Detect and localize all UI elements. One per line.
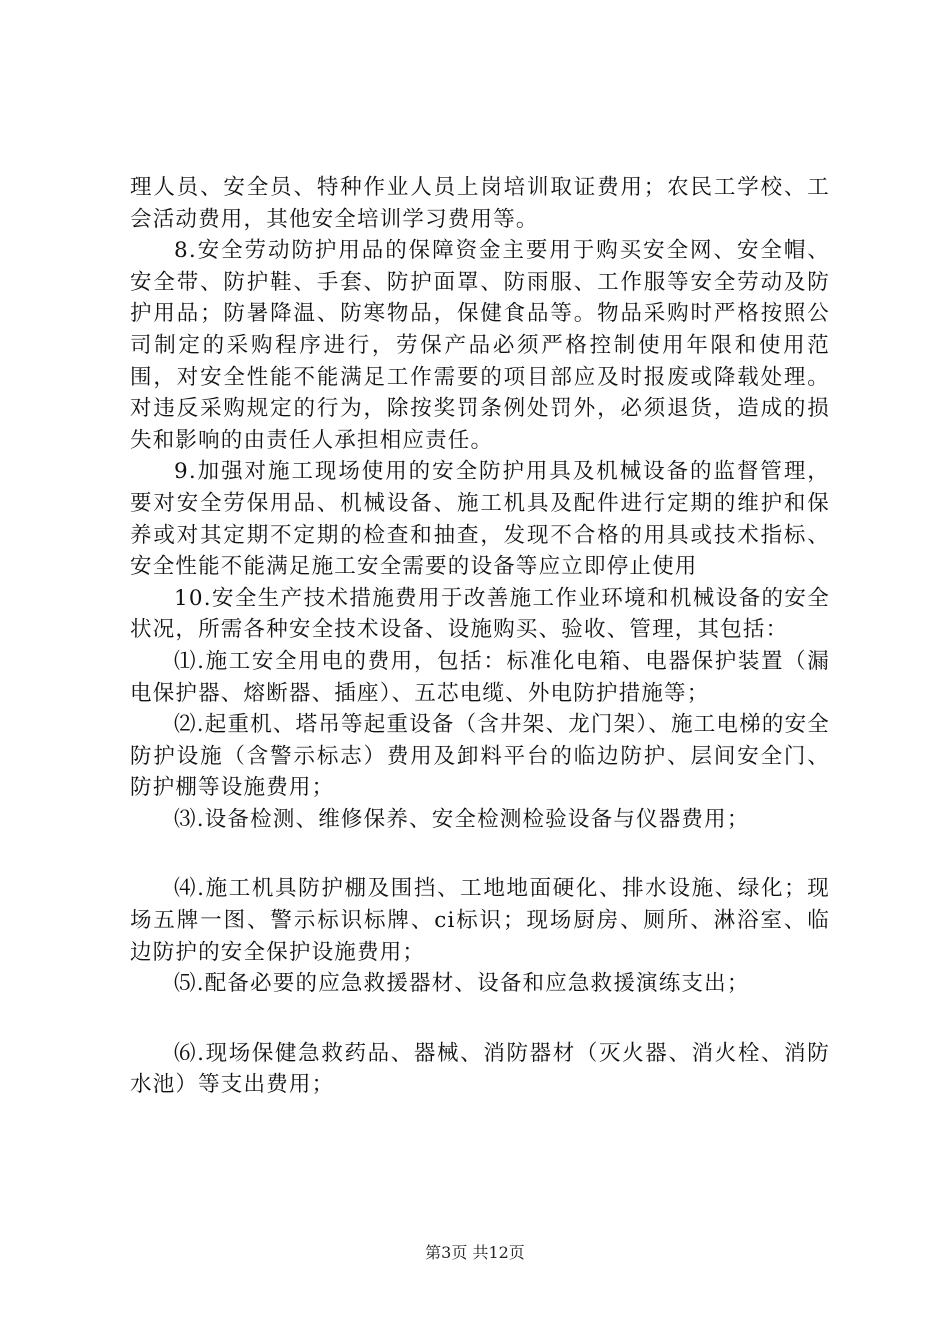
sub-item-3: ⑶.设备检测、维修保养、安全检测检验设备与仪器费用；: [174, 806, 750, 832]
page-footer: 第3页 共12页: [425, 1243, 525, 1262]
sub-item-4: ⑷.施工机具防护棚及围挡、工地地面硬化、排水设施、绿化；现场五牌一图、警示标识标牌、ci标识；现场厨房、厕所、淋浴室、临边防护的安全保护设施费用；: [130, 876, 830, 965]
sub-item-5: ⑸.配备必要的应急救援器材、设备和应急救援演练支出；: [174, 971, 750, 997]
blank-line: [130, 1000, 830, 1038]
paragraph-item-9: 9.加强对施工现场使用的安全防护用具及机械设备的监督管理，要对安全劳保用品、机械设备、施工机具及配件进行定期的维护和保养或对其定期不定期的检查和抽查，发现不合格的用具或技术指标、安全性能不能满足施工安全需要的设备等应立即停止使用: [130, 459, 830, 580]
paragraph: 理人员、安全员、特种作业人员上岗培训取证费用；农民工学校、工会活动费用，其他安全培训学习费用等。: [130, 175, 830, 232]
paragraph-item-10: 10.安全生产技术措施费用于改善施工作业环境和机械设备的安全状况，所需各种安全技术设备、设施购买、验收、管理，其包括：: [130, 585, 830, 643]
sub-item-1: ⑴.施工安全用电的费用，包括：标准化电箱、电器保护装置（漏电保护器、熔断器、插座）、五芯电缆、外电防护措施等；: [130, 648, 830, 706]
blank-line: [130, 835, 830, 873]
sub-item-6: ⑹.现场保健急救药品、器械、消防器材（灭火器、消火栓、消防水池）等支出费用；: [130, 1040, 830, 1098]
paragraph-item-8: 8.安全劳动防护用品的保障资金主要用于购买安全网、安全帽、安全带、防护鞋、手套、防护面罩、防雨服、工作服等安全劳动及防护用品；防暑降温、防寒物品，保健食品等。物品采购时严格按照公司制定的采购程序进行，劳保产品必须严格控制使用年限和使用范围，对安全性能不能满足工作需要的项目部应及时报废或降载处理。对违反采购规定的行为，除按奖罚条例处罚外，必须退货，造成的损失和影响的由责任人承担相应责任。: [130, 238, 830, 453]
sub-item-2: ⑵.起重机、塔吊等起重设备（含井架、龙门架）、施工电梯的安全防护设施（含警示标志）费用及卸料平台的临边防护、层间安全门、防护棚等设施费用；: [130, 712, 830, 801]
document-body: [130, 172, 830, 1101]
